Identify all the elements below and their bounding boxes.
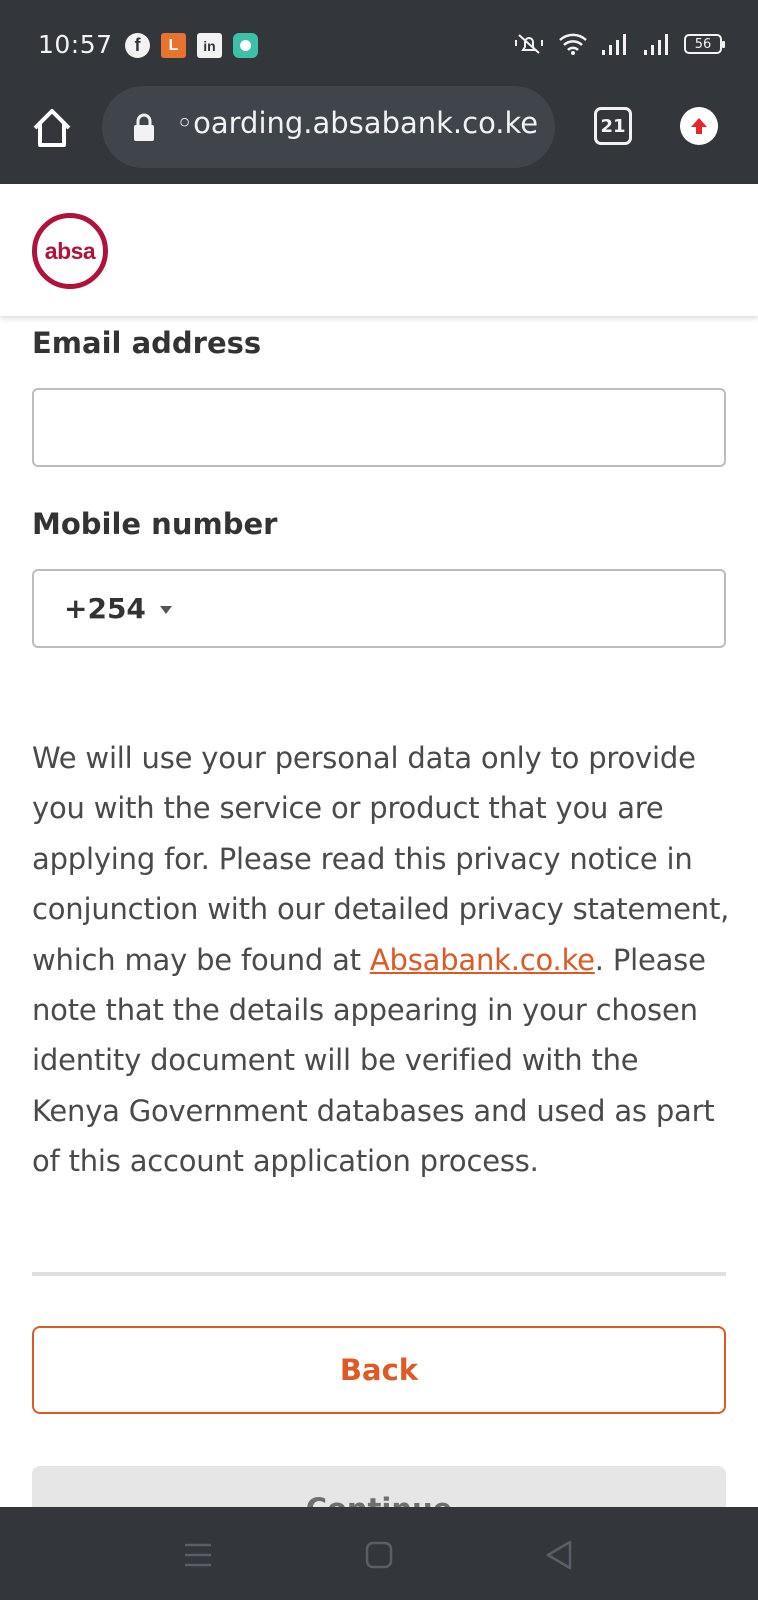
linkedin-icon: in	[197, 33, 222, 58]
lock-icon	[132, 112, 156, 142]
l-app-icon: L	[161, 33, 186, 58]
privacy-text-after: . Please note that the details appearing in your chosen identity document will be verified with the Kenya Government databases and used as part of this account application process.	[32, 942, 715, 1179]
divider	[32, 1272, 726, 1276]
mobile-input[interactable]	[32, 569, 726, 648]
logo-text: absa	[44, 237, 96, 264]
page-header	[0, 184, 758, 316]
country-code-select[interactable]	[64, 592, 172, 625]
update-button[interactable]	[680, 107, 718, 145]
tabs-button[interactable]: 21	[594, 107, 632, 145]
privacy-notice	[32, 733, 732, 1187]
absabank-link[interactable]: Absabank.co.ke	[369, 942, 595, 977]
navigation-bar	[0, 1507, 758, 1600]
mobile-label: Mobile number	[32, 507, 278, 541]
privacy-text-before: We will use your personal data only to provide you with the service or product that you are applying for. Please read this privacy notice in conjunction with our detailed privacy statement, which may be found at	[32, 741, 730, 977]
country-code-value: +254	[64, 592, 146, 625]
status-time: 10:57	[38, 30, 113, 59]
home-icon[interactable]	[30, 106, 74, 150]
back-button[interactable]: Back	[32, 1326, 726, 1414]
menu-icon[interactable]	[178, 1535, 218, 1575]
battery-icon: 56	[684, 34, 722, 54]
url-text: ◦oarding.absabank.co.ke	[176, 106, 539, 140]
wifi-icon	[558, 32, 588, 56]
email-input[interactable]	[32, 388, 726, 467]
notification-icons	[125, 33, 258, 58]
back-nav-icon[interactable]	[540, 1535, 580, 1575]
caret-down-icon	[160, 606, 172, 614]
status-bar	[0, 0, 758, 86]
signal-icon	[600, 32, 630, 56]
address-bar[interactable]	[102, 86, 555, 168]
browser-toolbar	[0, 86, 758, 184]
silent-icon	[512, 31, 546, 57]
arrow-up-icon	[688, 115, 710, 137]
email-label: Email address	[32, 326, 262, 360]
facebook-icon: f	[125, 33, 150, 58]
absa-logo[interactable]	[32, 213, 108, 289]
signal-icon-2	[642, 32, 672, 56]
system-icons	[512, 31, 722, 57]
chat-app-icon	[233, 33, 258, 58]
home-nav-icon[interactable]	[359, 1535, 399, 1575]
